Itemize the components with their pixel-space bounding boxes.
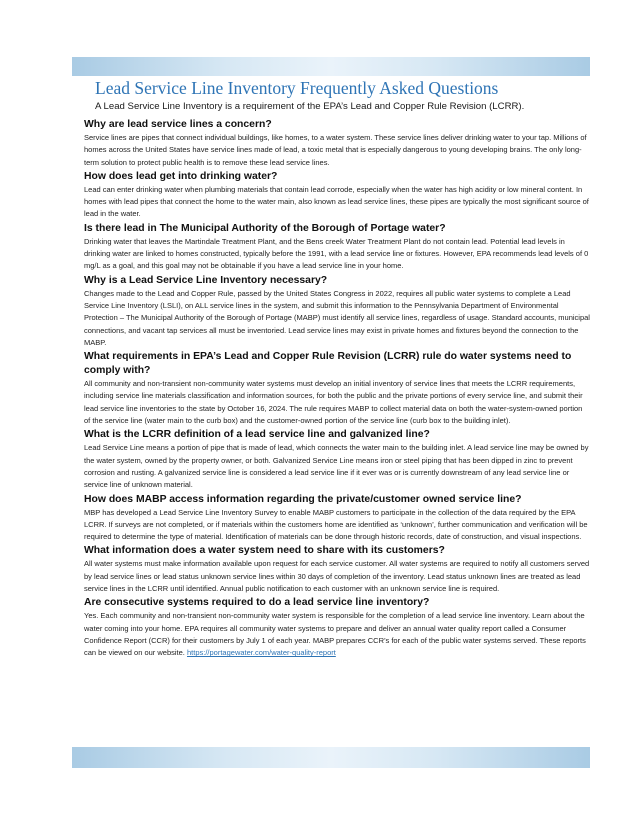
faq-answer: Lead can enter drinking water when plumbing materials that contain lead corrode, especially when the water has high acidity or low mineral content. In homes with lead pipes that connect the home to the water main, also known as lead service lines, these pipes are typically the most significant source of lead in the water. [84, 184, 589, 219]
faq-question: How does MABP access information regarding the private/customer owned service line? [84, 493, 522, 505]
page-title: Lead Service Line Inventory Frequently Asked Questions [95, 78, 499, 98]
faq-question: Why are lead service lines a concern? [84, 119, 272, 130]
faq-answer: Service lines are pipes that connect individual buildings, like homes, to a water system. These service lines deliver drinking water to your tap. Millions of homes across the United States have service lines made of lead, a toxic metal that is especially dangerous to young developing brains. The only long-term solution to protect public health is to remove these lead service lines. [84, 133, 587, 167]
faq-list [84, 118, 590, 661]
faq-question: What requirements in EPA’s Lead and Copper Rule Revision (LCRR) rule do water systems need to comply with? [84, 351, 572, 377]
header-band [72, 57, 590, 76]
faq-question: What information does a water system need to share with its customers? [84, 545, 445, 557]
faq-question: How does lead get into drinking water? [84, 170, 278, 182]
faq-question: What is the LCRR definition of a lead service line and galvanized line? [84, 429, 430, 441]
faq-answer: MBP has developed a Lead Service Line Inventory Survey to enable MABP customers to participate in the collection of the data required by the EPA LCRR. If surveys are not completed, or if materials within the customers home are identified as ‘unknown’, further communication and verification will be required to determine the type of material. Identification of materials can be done through historic records, date of construction, and visual inspections. [84, 507, 588, 542]
faq-answer [84, 610, 590, 659]
faq-answer: All water systems must make information available upon request for each service customer. All water systems are required to notify all customers served by lead service lines or lead status unknown service lines within 30 days of completion of the inventory. Lead status unknown lines are treated as lead service lines in the LCRR until identified. Annual public notification to each customer with an unknown service line is required. [84, 559, 590, 594]
intro-text: A Lead Service Line Inventory is a requirement of the EPA’s Lead and Copper Rule Revision (LCRR). [95, 101, 525, 112]
faq-answer: Drinking water that leaves the Martindale Treatment Plant, and the Bens creek Water Treatment Plant do not contain lead. Potential lead levels in drinking water are linked to homes constructed, typically before the 1991, with a lead service line or fixtures. However, EPA recommends lead levels of 0 mg/L as a goal, and this goal may not be obtainable if you have a lead service line in your home. [84, 236, 589, 271]
footer-band [72, 747, 590, 768]
faq-question: Is there lead in The Municipal Authority of the Borough of Portage water? [84, 222, 446, 234]
water-quality-report-link[interactable]: https://portagewater.com/water-quality-report [187, 648, 336, 658]
faq-answer: All community and non-transient non-community water systems must develop an initial inventory of service lines that meets the LCRR requirements, including service line materials classification and information sources, for both the public and the private portions of every service line, and submit their lead service line inventories to the state by October 16, 2024. The rule requires MABP to collect material data on both the water-system-owned portion of the service line (water main to the curb box) and the customer-owned portion of the service line (curb box to the building inlet). [84, 379, 583, 426]
faq-answer: Changes made to the Lead and Copper Rule, passed by the United States Congress in 2022, requires all public water systems to complete a Lead Service Line Inventory (LSLI), on ALL service lines in the system, and submit this information to the Pennsylvania Department of Environmental Protection – The Municipal Authority of the Borough of Portage (MABP) must identify all service lines, regardless of usage. Standard accounts, municipal connections, and vacant tap services all must be inventoried. Lead service lines may exist in private homes and fixtures beyond the connection to the MABP. [84, 288, 590, 347]
faq-question: Why is a Lead Service Line Inventory necessary? [84, 274, 328, 286]
faq-answer-text: Yes. Each community and non-transient non-community water system is responsible for the completion of a lead service line inventory. Learn about the water coming into your home. EPA requires all community water systems to prepare and deliver an annual water quality report called a Consumer Confidence Report (CCR) for their customers by July 1 of each year. MABP prepares CCR’s for each of the public water systems served. These reports can be viewed on our website. [84, 611, 586, 658]
faq-question: Are consecutive systems required to do a lead service line inventory? [84, 597, 430, 609]
faq-answer: Lead Service Line means a portion of pipe that is made of lead, which connects the water main to the building inlet. A lead service line may be owned by the water system, owned by the property owner, or both. Galvanized Service Line means iron or steel piping that has been dipped in zinc to prevent corrosion and rusting. A galvanized service line is considered a lead service line if it ever was or is currently downstream of any lead service line or service line of unknown material. [84, 443, 589, 490]
